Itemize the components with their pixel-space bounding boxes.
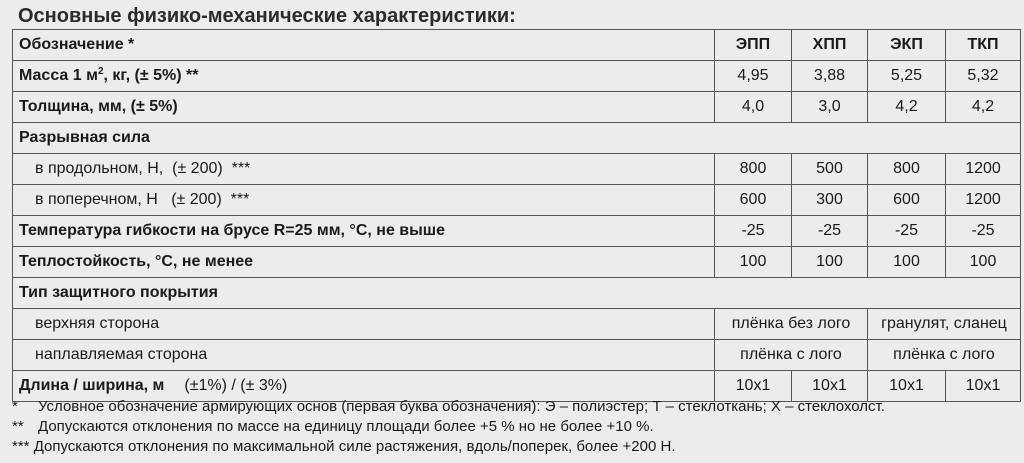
table-row-thickness: [13, 92, 1021, 123]
row-label-thickness: Толщина, мм, (± 5%): [13, 92, 715, 123]
cell-value: 1200: [946, 185, 1021, 216]
row-label-flex: Температура гибкости на брусе R=25 мм, °С, не выше: [13, 216, 715, 247]
cell-value: 1200: [946, 154, 1021, 185]
cell-value: 300: [792, 185, 868, 216]
table-row-mass: [13, 61, 1021, 92]
row-label-coating-top: верхняя сторона: [13, 309, 715, 340]
row-label-tensile-trans: в поперечном, Н (± 200) ***: [13, 185, 715, 216]
cell-value: 10x1: [868, 371, 946, 402]
cell-value: гранулят, сланец: [868, 309, 1021, 340]
dims-tolerance: (±1%) / (± 3%): [184, 377, 288, 394]
header-col-epp: ЭПП: [715, 30, 792, 61]
table-header-row: [13, 30, 1021, 61]
cell-value: 4,2: [868, 92, 946, 123]
header-col-tkp: ТКП: [946, 30, 1021, 61]
footnote-mark: ***: [12, 438, 30, 455]
cell-value: 4,95: [715, 61, 792, 92]
table-row-tensile: [13, 123, 1021, 154]
cell-value: 10x1: [715, 371, 792, 402]
footnote-text: Допускаются отклонения по максимальной силе растяжения, вдоль/поперек, более +200 Н.: [33, 438, 676, 455]
table-row-flex: [13, 216, 1021, 247]
cell-value: 3,0: [792, 92, 868, 123]
cell-value: 100: [946, 247, 1021, 278]
table-row-coating-top: [13, 309, 1021, 340]
header-col-hpp: ХПП: [792, 30, 868, 61]
cell-value: 800: [715, 154, 792, 185]
cell-value: 4,2: [946, 92, 1021, 123]
footnote-text: Условное обозначение армирующих основ (первая буква обозначения): Э – полиэстер; Т – стеклоткань; Х – стеклохолст.: [38, 398, 885, 415]
footnote-mark: **: [12, 418, 24, 435]
cell-value: 500: [792, 154, 868, 185]
footnote: [12, 417, 885, 437]
row-label-tensile: Разрывная сила: [13, 123, 1021, 154]
table-row-heat: [13, 247, 1021, 278]
table-row-tensile-trans: [13, 185, 1021, 216]
cell-value: 4,0: [715, 92, 792, 123]
table-row-coating: [13, 278, 1021, 309]
row-label-coating: Тип защитного покрытия: [13, 278, 1021, 309]
footnotes: [12, 397, 885, 457]
cell-value: плёнка с лого: [868, 340, 1021, 371]
properties-table: [12, 29, 1021, 402]
row-label-tensile-long: в продольном, Н, (± 200) ***: [13, 154, 715, 185]
cell-value: 10x1: [792, 371, 868, 402]
table-row-coating-bottom: [13, 340, 1021, 371]
cell-value: 800: [868, 154, 946, 185]
row-label-mass: Масса 1 $м^2$, кг, (± 5%) **: [13, 61, 715, 92]
cell-value: 100: [868, 247, 946, 278]
cell-value: -25: [946, 216, 1021, 247]
row-label-heat: Теплостойкость, °С, не менее: [13, 247, 715, 278]
row-label-coating-bottom: наплавляемая сторона: [13, 340, 715, 371]
cell-value: 100: [715, 247, 792, 278]
footnote-text: Допускаются отклонения по массе на единицу площади более +5 % но не более +10 %.: [38, 418, 654, 435]
page-title: Основные физико-механические характеристики:: [18, 5, 516, 27]
cell-value: плёнка без лого: [715, 309, 868, 340]
cell-value: 10x1: [946, 371, 1021, 402]
cell-value: 5,25: [868, 61, 946, 92]
table-row-tensile-long: [13, 154, 1021, 185]
cell-value: -25: [868, 216, 946, 247]
header-col-ekp: ЭКП: [868, 30, 946, 61]
footnote: [12, 397, 885, 417]
cell-value: -25: [792, 216, 868, 247]
cell-value: 600: [868, 185, 946, 216]
cell-value: плёнка с лого: [715, 340, 868, 371]
cell-value: 3,88: [792, 61, 868, 92]
cell-value: 100: [792, 247, 868, 278]
cell-value: 5,32: [946, 61, 1021, 92]
footnote: [12, 437, 885, 457]
cell-value: 600: [715, 185, 792, 216]
footnote-mark: *: [12, 398, 18, 415]
header-label: Обозначение *: [13, 30, 715, 61]
cell-value: -25: [715, 216, 792, 247]
row-label-dims: Длина / ширина, м (±1%) / (± 3%): [13, 371, 715, 402]
